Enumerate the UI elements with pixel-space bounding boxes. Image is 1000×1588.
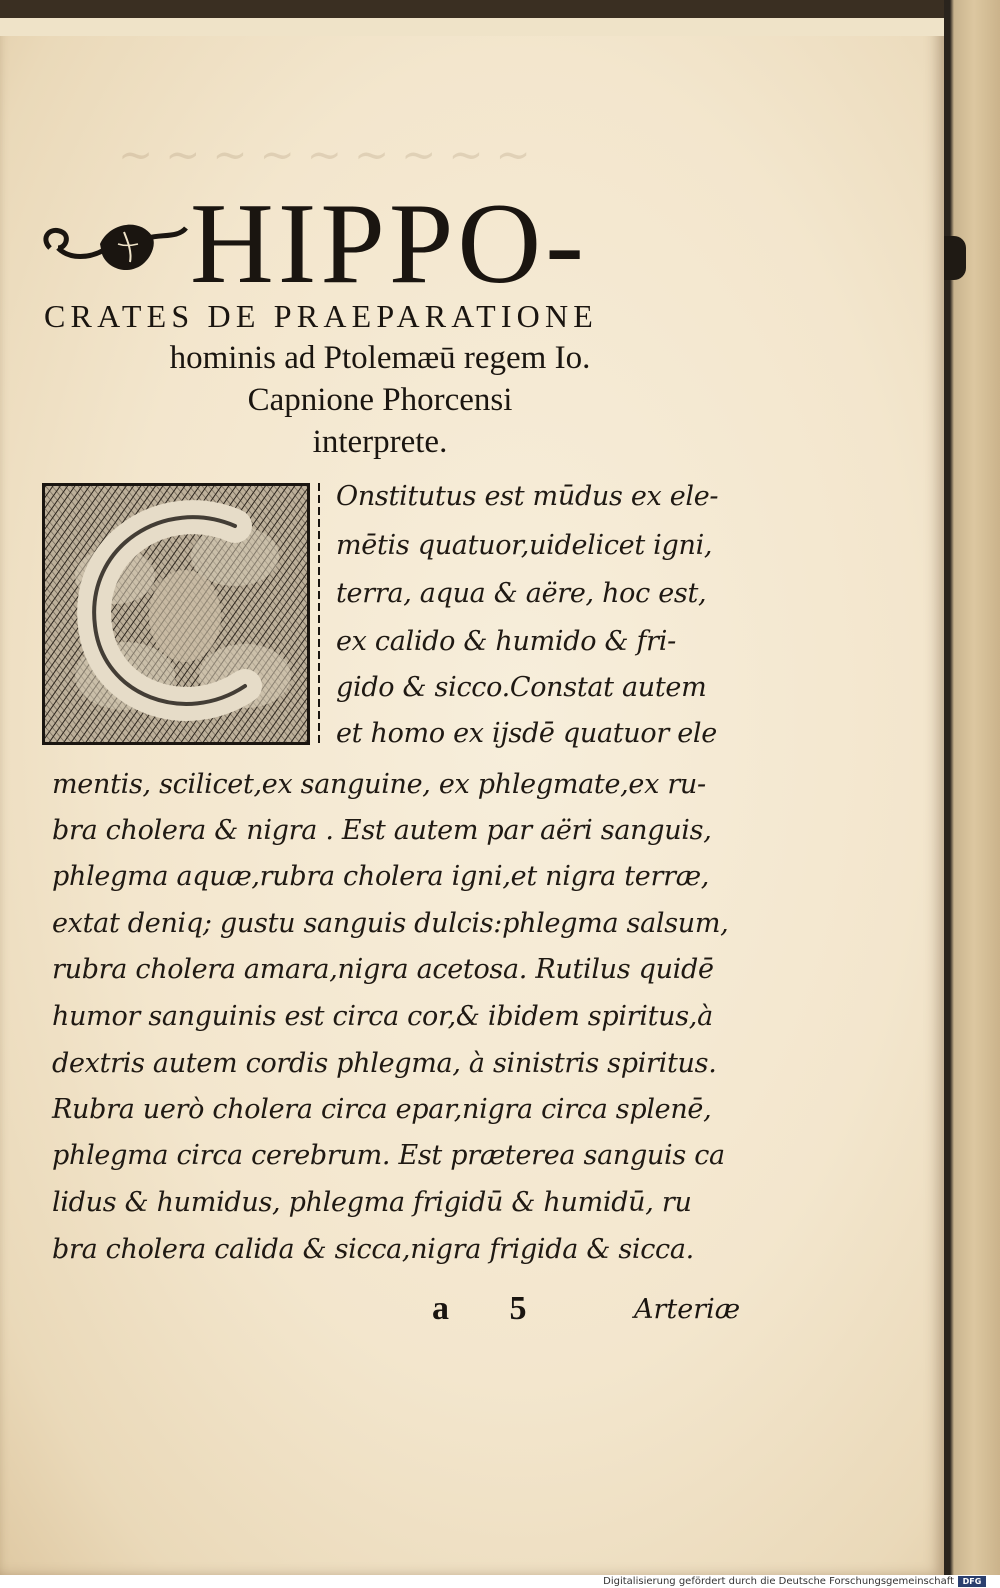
credit-bar [0,1575,1000,1588]
text-line: phlegma circa cerebrum. Est præterea sanguis ca [52,1140,725,1171]
title-heading: HIPPO- [190,180,588,308]
text-line: lidus & humidus, phlegma frigidū & humidū, ru [52,1187,692,1218]
initial-letter: C [175,614,177,615]
text-line: rubra cholera amara,nigra acetosa. Rutilus quidē [52,954,714,985]
text-line: mentis, scilicet,ex sanguine, ex phlegmate,ex ru- [52,769,706,800]
title-line-3: hominis ad Ptolemæū regem Io. [169,340,591,376]
title-line-5: interprete. [312,424,448,460]
digitization-credit: Digitalisierung gefördert durch die Deutsche Forschungsgemeinschaft [603,1576,954,1587]
book-clasp [944,236,966,280]
fleuron-ornament-icon [40,208,190,278]
text-line: terra, aqua & aëre, hoc est, [336,578,707,609]
text-line: gido & sicco.Constat autem [336,672,707,703]
text-line: Rubra uerò cholera circa epar,nigra circa splenē, [52,1094,712,1125]
title-subheading: CRATES DE PRAEPARATIONE [44,298,599,334]
book-cover-edge [944,0,1000,1575]
initial-side-rule [318,483,320,745]
dfg-logo-icon: DFG [958,1576,986,1587]
text-line: dextris autem cordis phlegma, à sinistris spiritus. [52,1048,717,1079]
page-top-edge [0,18,944,36]
text-line: et homo ex ijsdē quatuor ele [336,718,717,749]
woodcut-initial [42,483,310,745]
text-line: bra cholera calida & sicca,nigra frigida & sicca. [52,1234,694,1265]
text-line: ex calido & humido & fri- [336,626,676,657]
text-line: bra cholera & nigra . Est autem par aëri sanguis, [52,815,712,846]
catchword: Arteriæ [634,1294,741,1325]
title-row [40,180,730,308]
title-line-4: Capnione Phorcensi [247,382,513,418]
show-through-header: ~~~~~~~~~ [118,130,543,179]
text-line: phlegma aquæ,rubra cholera igni,et nigra terræ, [52,861,710,892]
text-line: extat deniq; gustu sanguis dulcis:phlegma salsum, [52,908,729,939]
signature-mark: a 5 [432,1290,553,1327]
text-line: mētis quatuor,uidelicet igni, [336,530,713,561]
woodcut-initial-illustration [45,486,307,742]
paper-page [0,18,944,1575]
text-line: Onstitutus est mūdus ex ele- [336,481,719,512]
text-line: humor sanguinis est circa cor,& ibidem spiritus,à [52,1001,713,1032]
